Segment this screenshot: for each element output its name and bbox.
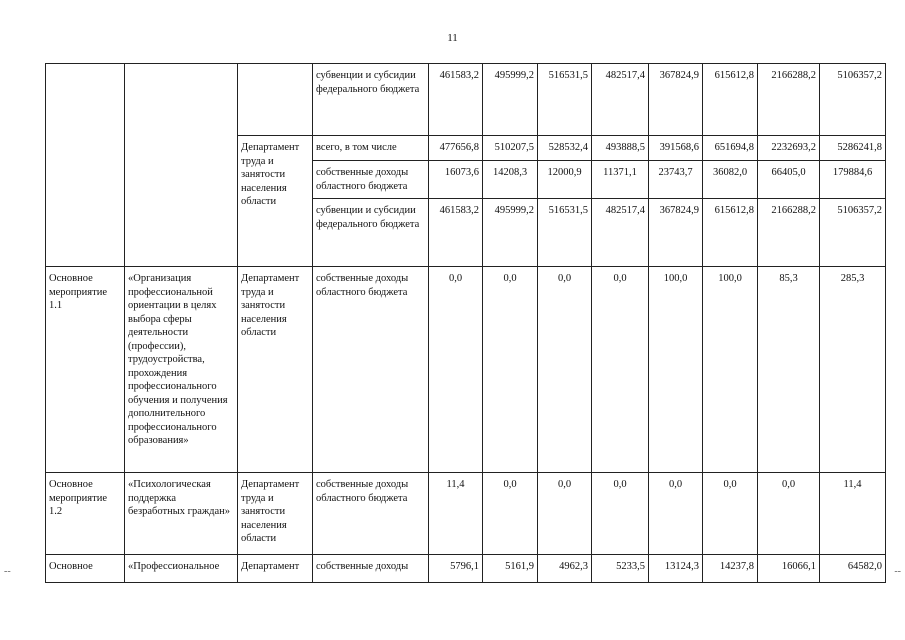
left-margin-mark: -- [4,566,11,577]
value-cell: 64582,0 [820,555,886,583]
value-cell: 0,0 [538,473,592,555]
value-cell: 100,0 [649,267,703,473]
value-cell: 0,0 [483,473,538,555]
value-cell: 5161,9 [483,555,538,583]
value-cell: 493888,5 [592,136,649,161]
value-cell: 0,0 [649,473,703,555]
table-row [46,555,886,583]
event-title-cell: «Психологическая поддержка безработных граждан» [125,473,238,555]
value-cell: 0,0 [758,473,820,555]
event-title-cell: «Профессиональное [125,555,238,583]
value-cell: 367824,9 [649,64,703,136]
value-cell: 285,3 [820,267,886,473]
value-cell: 11,4 [429,473,483,555]
value-cell: 461583,2 [429,199,483,267]
value-cell: 0,0 [538,267,592,473]
value-cell: 482517,4 [592,64,649,136]
table-row [46,473,886,555]
value-cell: 2232693,2 [758,136,820,161]
value-cell: 516531,5 [538,199,592,267]
executor-cell [238,64,313,136]
value-cell: 495999,2 [483,199,538,267]
value-cell: 85,3 [758,267,820,473]
value-cell: 16066,1 [758,555,820,583]
value-cell: 5106357,2 [820,199,886,267]
value-cell: 11371,1 [592,161,649,199]
value-cell: 367824,9 [649,199,703,267]
value-cell: 4962,3 [538,555,592,583]
page-number: 11 [447,32,458,44]
value-cell: 528532,4 [538,136,592,161]
executor-cell: Департамент труда и занятости населения области [238,473,313,555]
funding-source-cell: собственные доходы областного бюджета [313,473,429,555]
funding-source-cell: всего, в том числе [313,136,429,161]
value-cell: 23743,7 [649,161,703,199]
funding-source-cell: субвенции и субсидии федерального бюджета [313,64,429,136]
value-cell: 0,0 [483,267,538,473]
executor-cell: Департамент труда и занятости населения области [238,136,313,267]
value-cell: 5286241,8 [820,136,886,161]
value-cell: 391568,6 [649,136,703,161]
value-cell: 179884,6 [820,161,886,199]
funding-source-cell: собственные доходы [313,555,429,583]
value-cell: 100,0 [703,267,758,473]
table-row [46,267,886,473]
value-cell: 477656,8 [429,136,483,161]
value-cell: 516531,5 [538,64,592,136]
table-row [46,64,886,136]
executor-cell: Департамент [238,555,313,583]
value-cell: 615612,8 [703,64,758,136]
value-cell: 12000,9 [538,161,592,199]
event-cell: Основное мероприятие 1.2 [46,473,125,555]
value-cell: 14208,3 [483,161,538,199]
event-cell: Основное [46,555,125,583]
event-cell [46,64,125,267]
value-cell: 16073,6 [429,161,483,199]
value-cell: 2166288,2 [758,199,820,267]
executor-cell: Департамент труда и занятости населения области [238,267,313,473]
value-cell: 510207,5 [483,136,538,161]
value-cell: 482517,4 [592,199,649,267]
value-cell: 2166288,2 [758,64,820,136]
value-cell: 66405,0 [758,161,820,199]
funding-source-cell: собственные доходы областного бюджета [313,161,429,199]
value-cell: 461583,2 [429,64,483,136]
value-cell: 651694,8 [703,136,758,161]
value-cell: 615612,8 [703,199,758,267]
value-cell: 0,0 [703,473,758,555]
funding-source-cell: собственные доходы областного бюджета [313,267,429,473]
budget-table [45,63,886,583]
right-margin-mark: -- [894,566,901,577]
value-cell: 0,0 [592,473,649,555]
value-cell: 0,0 [429,267,483,473]
event-title-cell [125,64,238,267]
value-cell: 495999,2 [483,64,538,136]
value-cell: 5233,5 [592,555,649,583]
event-title-cell: «Организация профессиональной ориентации в целях выбора сферы деятельности (профессии), трудоустройства, прохождения профессионального обучения и получения дополнительного профессионального образования» [125,267,238,473]
value-cell: 5796,1 [429,555,483,583]
event-cell: Основное мероприятие 1.1 [46,267,125,473]
value-cell: 0,0 [592,267,649,473]
value-cell: 36082,0 [703,161,758,199]
value-cell: 11,4 [820,473,886,555]
value-cell: 5106357,2 [820,64,886,136]
funding-source-cell: субвенции и субсидии федерального бюджета [313,199,429,267]
value-cell: 13124,3 [649,555,703,583]
value-cell: 14237,8 [703,555,758,583]
